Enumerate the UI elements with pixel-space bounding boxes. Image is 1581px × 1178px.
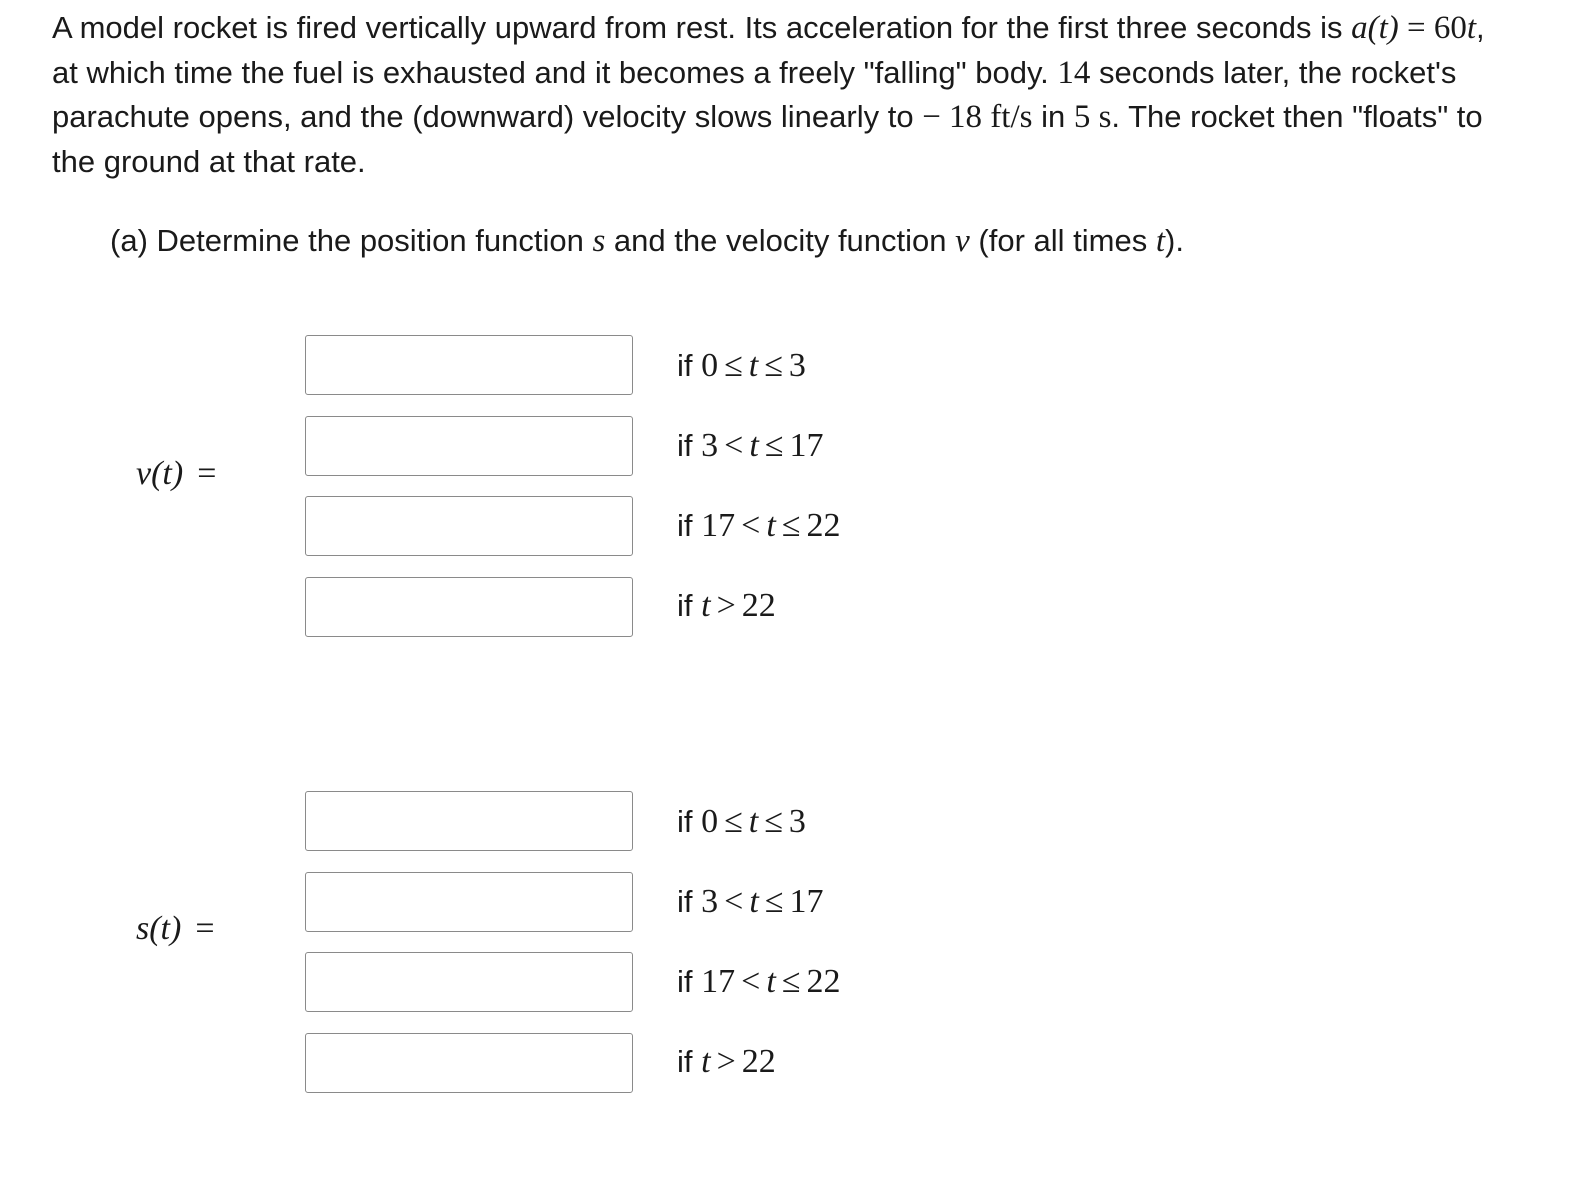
velocity-function-label <box>136 455 216 493</box>
acceleration-function: a(t) <box>1351 10 1399 46</box>
problem-statement <box>52 6 1492 184</box>
velocity-condition-1: if 0 ≤ t ≤ 3 <box>677 347 806 384</box>
part-a-text: and the velocity function <box>605 223 956 258</box>
time-variable: t <box>1466 10 1477 46</box>
position-function-label <box>136 910 215 948</box>
part-a-instruction <box>110 219 1184 263</box>
position-answer-2[interactable] <box>305 872 633 932</box>
acceleration-coefficient: 60 <box>1433 10 1467 46</box>
problem-text: seconds later, the rocket's parachute opens, and the (downward) velocity slows linearly to <box>52 54 1457 134</box>
position-label: s(t) <box>136 910 182 947</box>
position-answer-1[interactable] <box>305 791 633 851</box>
part-a-text: (a) Determine the position function <box>110 223 593 258</box>
problem-text: . The rocket then "floats" to the ground at that rate. <box>52 99 1483 179</box>
final-velocity: − 18 ft/s <box>922 99 1033 135</box>
slowdown-time: 5 s <box>1073 99 1112 135</box>
velocity-condition-3: if 17 < t ≤ 22 <box>677 507 841 544</box>
position-condition-1: if 0 ≤ t ≤ 3 <box>677 803 806 840</box>
part-a-text: (for all times <box>969 223 1156 258</box>
velocity-label: v(t) <box>136 455 184 492</box>
position-condition-3: if 17 < t ≤ 22 <box>677 963 841 1000</box>
equals-sign: = <box>1398 10 1434 46</box>
position-condition-2: if 3 < t ≤ 17 <box>677 883 824 920</box>
part-a-text: ). <box>1165 223 1184 258</box>
velocity-symbol: v <box>955 223 970 259</box>
velocity-answer-2[interactable] <box>305 416 633 476</box>
position-equals: = <box>195 910 215 947</box>
problem-text: , at which time the fuel is exhausted and it becomes a freely "falling" body. <box>52 10 1485 90</box>
velocity-equals: = <box>197 455 217 492</box>
seconds-value: 14 <box>1057 54 1091 91</box>
position-symbol: s <box>592 223 606 259</box>
position-answer-4[interactable] <box>305 1033 633 1093</box>
velocity-answer-4[interactable] <box>305 577 633 637</box>
position-condition-4: if t > 22 <box>677 1043 776 1080</box>
velocity-answer-1[interactable] <box>305 335 633 395</box>
problem-text: in <box>1032 99 1074 134</box>
velocity-condition-4: if t > 22 <box>677 587 776 624</box>
position-answer-3[interactable] <box>305 952 633 1012</box>
velocity-condition-2: if 3 < t ≤ 17 <box>677 427 824 464</box>
velocity-answer-3[interactable] <box>305 496 633 556</box>
problem-text: A model rocket is fired vertically upward from rest. Its acceleration for the first three seconds is <box>52 10 1352 45</box>
time-symbol: t <box>1155 223 1165 259</box>
